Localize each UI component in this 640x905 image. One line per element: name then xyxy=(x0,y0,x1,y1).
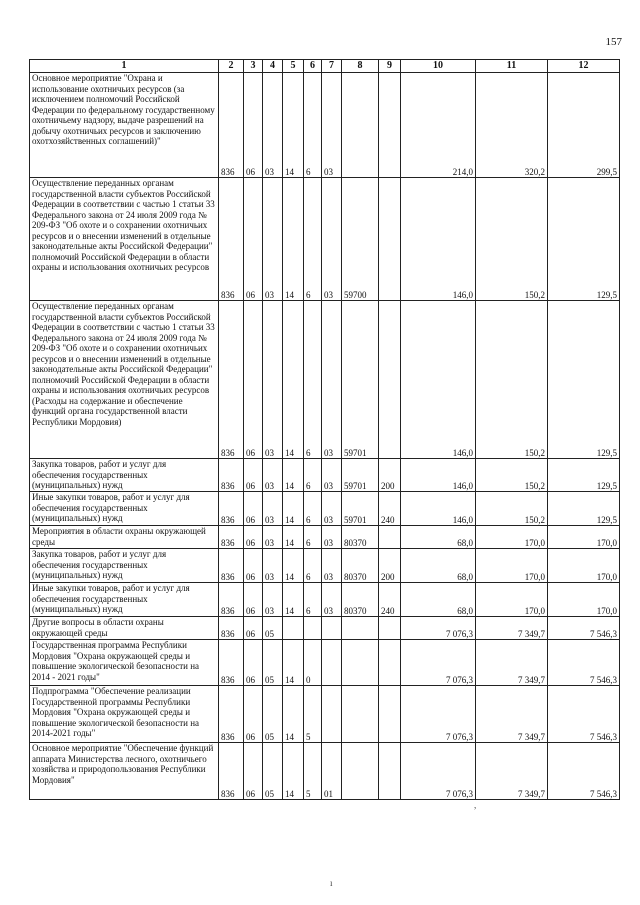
value-cell: 150,2 xyxy=(476,459,548,492)
code-cell xyxy=(283,617,304,640)
code-cell: 03 xyxy=(263,301,283,459)
row-name: Мероприятия в области охраны окружающей среды xyxy=(30,526,219,549)
table-row xyxy=(30,73,620,178)
row-name: Иные закупки товаров, работ и услуг для обеспечения государственных (муниципальных) нужд xyxy=(30,583,219,617)
code-cell: 200 xyxy=(379,549,401,583)
value-cell: 7 076,3 xyxy=(401,617,476,640)
value-cell: 7 076,3 xyxy=(401,686,476,743)
code-cell xyxy=(379,73,401,178)
table-row xyxy=(30,459,620,492)
header-cell: 10 xyxy=(401,60,476,73)
value-cell: 129,5 xyxy=(548,178,620,301)
value-cell: 214,0 xyxy=(401,73,476,178)
code-cell: 6 xyxy=(304,178,322,301)
value-cell: 146,0 xyxy=(401,301,476,459)
code-cell: 836 xyxy=(219,549,244,583)
code-cell: 06 xyxy=(244,583,263,617)
header-cell: 3 xyxy=(244,60,263,73)
code-cell: 03 xyxy=(263,459,283,492)
code-cell: 06 xyxy=(244,178,263,301)
code-cell: 05 xyxy=(263,617,283,640)
code-cell: 03 xyxy=(322,73,342,178)
table-row xyxy=(30,549,620,583)
header-cell: 2 xyxy=(219,60,244,73)
value-cell: 146,0 xyxy=(401,459,476,492)
value-cell: 129,5 xyxy=(548,301,620,459)
row-name: Осуществление переданных органам государственной власти субъектов Российской Федерации в соответствии с частью 1 статьи 33 Федерального закона от 24 июля 2009 года № 209-ФЗ "Об охоте и о сохранении охотничьих ресурсов и о внесении изменений в отдельные законодательные акты Российской Федерации" полномочий Российской Федерации в области охраны и использования охотничьих ресурсов xyxy=(30,178,219,301)
code-cell: 6 xyxy=(304,492,322,526)
code-cell: 14 xyxy=(283,640,304,686)
code-cell xyxy=(379,743,401,800)
value-cell: 170,0 xyxy=(476,526,548,549)
code-cell: 6 xyxy=(304,459,322,492)
code-cell: 240 xyxy=(379,583,401,617)
scan-mark: ı xyxy=(330,878,333,888)
code-cell: 03 xyxy=(263,178,283,301)
value-cell: 129,5 xyxy=(548,459,620,492)
code-cell: 59701 xyxy=(342,492,379,526)
value-cell: 320,2 xyxy=(476,73,548,178)
value-cell: 146,0 xyxy=(401,178,476,301)
value-cell: 170,0 xyxy=(476,583,548,617)
code-cell xyxy=(322,686,342,743)
code-cell xyxy=(342,640,379,686)
row-name: Основное мероприятие "Охрана и использование охотничьих ресурсов (за исключением полномочий Российской Федерации по федеральному государственному охотничьему надзору, выдаче разрешений на добычу охотничьих ресурсов и заключению охотхозяйственных соглашений)" xyxy=(30,73,219,178)
header-row xyxy=(30,60,620,73)
value-cell: 170,0 xyxy=(548,583,620,617)
header-cell: 7 xyxy=(322,60,342,73)
code-cell: 14 xyxy=(283,73,304,178)
table-row xyxy=(30,301,620,459)
code-cell: 836 xyxy=(219,301,244,459)
table-row xyxy=(30,178,620,301)
value-cell: 7 546,3 xyxy=(548,743,620,800)
code-cell: 06 xyxy=(244,492,263,526)
code-cell xyxy=(379,526,401,549)
code-cell: 14 xyxy=(283,459,304,492)
code-cell: 14 xyxy=(283,526,304,549)
code-cell: 6 xyxy=(304,73,322,178)
code-cell: 03 xyxy=(322,178,342,301)
row-name: Основное мероприятие "Обеспечение функций аппарата Министерства лесного, охотничьего хозяйства и природопользования Республики Мордовия" xyxy=(30,743,219,800)
code-cell: 6 xyxy=(304,526,322,549)
header-cell: 1 xyxy=(30,60,219,73)
code-cell: 80370 xyxy=(342,526,379,549)
header-cell: 9 xyxy=(379,60,401,73)
code-cell: 05 xyxy=(263,686,283,743)
value-cell: 7 076,3 xyxy=(401,743,476,800)
value-cell: 150,2 xyxy=(476,492,548,526)
code-cell xyxy=(379,178,401,301)
code-cell: 03 xyxy=(322,459,342,492)
code-cell: 14 xyxy=(283,549,304,583)
table-row xyxy=(30,686,620,743)
page-number: 157 xyxy=(605,36,622,48)
code-cell: 59700 xyxy=(342,178,379,301)
value-cell: 68,0 xyxy=(401,549,476,583)
code-cell: 14 xyxy=(283,686,304,743)
code-cell: 836 xyxy=(219,617,244,640)
code-cell: 06 xyxy=(244,459,263,492)
code-cell: 59701 xyxy=(342,459,379,492)
code-cell: 14 xyxy=(283,492,304,526)
code-cell: 06 xyxy=(244,617,263,640)
value-cell: 7 349,7 xyxy=(476,686,548,743)
code-cell xyxy=(379,301,401,459)
code-cell: 06 xyxy=(244,640,263,686)
table-row xyxy=(30,526,620,549)
code-cell: 03 xyxy=(263,549,283,583)
code-cell: 6 xyxy=(304,549,322,583)
value-cell: 7 546,3 xyxy=(548,686,620,743)
table-row xyxy=(30,617,620,640)
code-cell xyxy=(379,617,401,640)
value-cell: 129,5 xyxy=(548,492,620,526)
code-cell: 836 xyxy=(219,492,244,526)
scan-mark: , xyxy=(474,800,477,810)
row-name: Осуществление переданных органам государственной власти субъектов Российской Федерации в соответствии с частью 1 статьи 33 Федерального закона от 24 июля 2009 года № 209-ФЗ "Об охоте и о сохранении охотничьих ресурсов и о внесении изменений в отдельные законодательные акты Российской Федерации" полномочий Российской Федерации в области охраны и использования охотничьих ресурсов (Расходы на содержание и обеспечение функций органа государственной власти Республики Мордовия) xyxy=(30,301,219,459)
code-cell: 836 xyxy=(219,640,244,686)
code-cell xyxy=(342,73,379,178)
code-cell: 06 xyxy=(244,549,263,583)
code-cell: 836 xyxy=(219,459,244,492)
code-cell: 03 xyxy=(322,301,342,459)
value-cell: 7 546,3 xyxy=(548,617,620,640)
value-cell: 7 349,7 xyxy=(476,743,548,800)
header-cell: 8 xyxy=(342,60,379,73)
code-cell: 836 xyxy=(219,526,244,549)
value-cell: 7 076,3 xyxy=(401,640,476,686)
code-cell: 5 xyxy=(304,686,322,743)
row-name: Иные закупки товаров, работ и услуг для обеспечения государственных (муниципальных) нужд xyxy=(30,492,219,526)
code-cell: 06 xyxy=(244,73,263,178)
code-cell xyxy=(322,640,342,686)
code-cell: 14 xyxy=(283,743,304,800)
code-cell xyxy=(304,617,322,640)
code-cell: 6 xyxy=(304,301,322,459)
code-cell: 03 xyxy=(322,583,342,617)
code-cell: 6 xyxy=(304,583,322,617)
code-cell: 03 xyxy=(322,526,342,549)
code-cell: 836 xyxy=(219,583,244,617)
code-cell: 14 xyxy=(283,301,304,459)
value-cell: 7 349,7 xyxy=(476,640,548,686)
header-cell: 6 xyxy=(304,60,322,73)
code-cell: 836 xyxy=(219,743,244,800)
code-cell: 200 xyxy=(379,459,401,492)
code-cell: 03 xyxy=(322,492,342,526)
code-cell: 80370 xyxy=(342,583,379,617)
code-cell: 03 xyxy=(263,526,283,549)
row-name: Закупка товаров, работ и услуг для обеспечения государственных (муниципальных) нужд xyxy=(30,549,219,583)
code-cell xyxy=(322,617,342,640)
code-cell xyxy=(379,640,401,686)
value-cell: 7 546,3 xyxy=(548,640,620,686)
code-cell: 01 xyxy=(322,743,342,800)
code-cell: 03 xyxy=(263,73,283,178)
value-cell: 146,0 xyxy=(401,492,476,526)
value-cell: 170,0 xyxy=(548,549,620,583)
value-cell: 150,2 xyxy=(476,301,548,459)
code-cell: 5 xyxy=(304,743,322,800)
code-cell xyxy=(379,686,401,743)
header-cell: 5 xyxy=(283,60,304,73)
value-cell: 7 349,7 xyxy=(476,617,548,640)
code-cell: 06 xyxy=(244,743,263,800)
header-cell: 4 xyxy=(263,60,283,73)
table-row xyxy=(30,640,620,686)
code-cell: 836 xyxy=(219,178,244,301)
code-cell: 05 xyxy=(263,743,283,800)
code-cell: 59701 xyxy=(342,301,379,459)
value-cell: 68,0 xyxy=(401,583,476,617)
code-cell xyxy=(342,686,379,743)
code-cell xyxy=(342,743,379,800)
code-cell: 06 xyxy=(244,301,263,459)
row-name: Государственная программа Республики Мордовия "Охрана окружающей среды и повышение экологической безопасности на 2014 - 2021 годы" xyxy=(30,640,219,686)
value-cell: 170,0 xyxy=(548,526,620,549)
value-cell: 170,0 xyxy=(476,549,548,583)
code-cell: 80370 xyxy=(342,549,379,583)
code-cell: 06 xyxy=(244,686,263,743)
code-cell: 05 xyxy=(263,640,283,686)
budget-table xyxy=(29,59,620,800)
code-cell: 03 xyxy=(322,549,342,583)
row-name: Подпрограмма "Обеспечение реализации Государственной программы Республики Мордовия "Охрана окружающей среды и повышение экологической безопасности на 2014-2021 годы" xyxy=(30,686,219,743)
header-cell: 12 xyxy=(548,60,620,73)
header-cell: 11 xyxy=(476,60,548,73)
code-cell: 240 xyxy=(379,492,401,526)
row-name: Другие вопросы в области охраны окружающей среды xyxy=(30,617,219,640)
code-cell: 03 xyxy=(263,492,283,526)
code-cell: 03 xyxy=(263,583,283,617)
table-row xyxy=(30,743,620,800)
code-cell: 836 xyxy=(219,686,244,743)
code-cell xyxy=(342,617,379,640)
code-cell: 836 xyxy=(219,73,244,178)
code-cell: 0 xyxy=(304,640,322,686)
code-cell: 06 xyxy=(244,526,263,549)
value-cell: 299,5 xyxy=(548,73,620,178)
value-cell: 150,2 xyxy=(476,178,548,301)
table-row xyxy=(30,583,620,617)
code-cell: 14 xyxy=(283,583,304,617)
row-name: Закупка товаров, работ и услуг для обеспечения государственных (муниципальных) нужд xyxy=(30,459,219,492)
code-cell: 14 xyxy=(283,178,304,301)
table-row xyxy=(30,492,620,526)
value-cell: 68,0 xyxy=(401,526,476,549)
